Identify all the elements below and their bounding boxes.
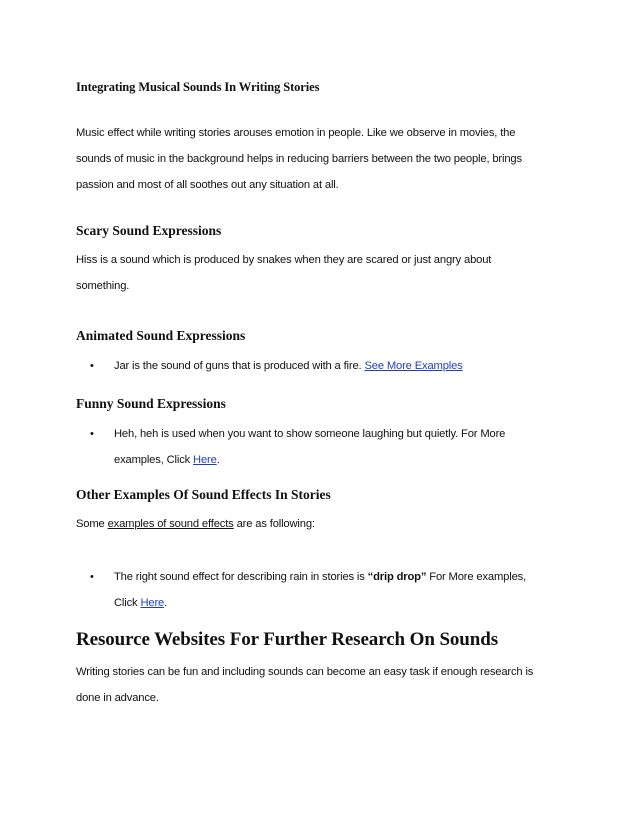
intro-line-2: sounds of music in the background helps in reducing barriers between the two people, brings — [76, 153, 522, 165]
resources-paragraph — [76, 659, 576, 711]
resources-line-1: Writing stories can be fun and including sounds can become an easy task if enough research is — [76, 666, 534, 678]
other-intro-suffix: are as following: — [233, 518, 315, 530]
other-bullet-suffix: For More examples, — [426, 571, 527, 583]
other-bullet-line-2 — [114, 590, 564, 616]
funny-heading: Funny Sound Expressions — [76, 396, 226, 411]
funny-bullet-prefix: examples, Click — [114, 454, 194, 466]
scary-heading: Scary Sound Expressions — [76, 223, 222, 238]
other-examples-intro — [76, 511, 566, 537]
intro-line-1: Music effect while writing stories arouses emotion in people. Like we observe in movies, the — [76, 127, 516, 139]
scary-paragraph — [76, 247, 566, 299]
animated-bullet-text: Jar is the sound of guns that is produced with a fire. — [114, 360, 365, 372]
bullet-marker: • — [90, 428, 94, 440]
resources-heading: Resource Websites For Further Research On Sounds — [76, 629, 499, 650]
see-more-examples-link[interactable]: See More Examples — [364, 360, 463, 372]
scary-line-1: Hiss is a sound which is produced by snakes when they are scared or just angry about — [76, 254, 492, 266]
animated-bullet — [114, 353, 564, 379]
resources-line-2: done in advance. — [76, 692, 159, 704]
bullet-marker: • — [90, 571, 94, 583]
other-bullet-click: Click — [114, 597, 141, 609]
other-here-link[interactable]: Here — [140, 597, 165, 609]
intro-paragraph — [76, 120, 576, 198]
intro-line-3: passion and most of all soothes out any situation at all. — [76, 179, 339, 191]
funny-bullet-line-1: Heh, heh is used when you want to show someone laughing but quietly. For More — [114, 428, 506, 440]
funny-bullet — [114, 421, 564, 473]
document-title: Integrating Musical Sounds In Writing Stories — [76, 80, 320, 94]
other-bullet-end: . — [164, 597, 168, 609]
funny-bullet-suffix: . — [216, 454, 220, 466]
other-intro-prefix: Some — [76, 518, 108, 530]
funny-here-link[interactable]: Here — [193, 454, 217, 466]
other-bullet-prefix: The right sound effect for describing rain in stories is — [114, 571, 368, 583]
drip-drop-bold: “drip drop” — [367, 571, 427, 583]
examples-of-sound-effects-link[interactable]: examples of sound effects — [107, 518, 234, 530]
funny-bullet-line-2 — [114, 447, 564, 473]
other-examples-heading: Other Examples Of Sound Effects In Stories — [76, 487, 331, 502]
bullet-marker: • — [90, 360, 94, 372]
other-bullet-line-1 — [114, 564, 564, 590]
animated-heading: Animated Sound Expressions — [76, 328, 246, 343]
other-bullet — [114, 564, 564, 616]
scary-line-2: something. — [76, 280, 130, 292]
